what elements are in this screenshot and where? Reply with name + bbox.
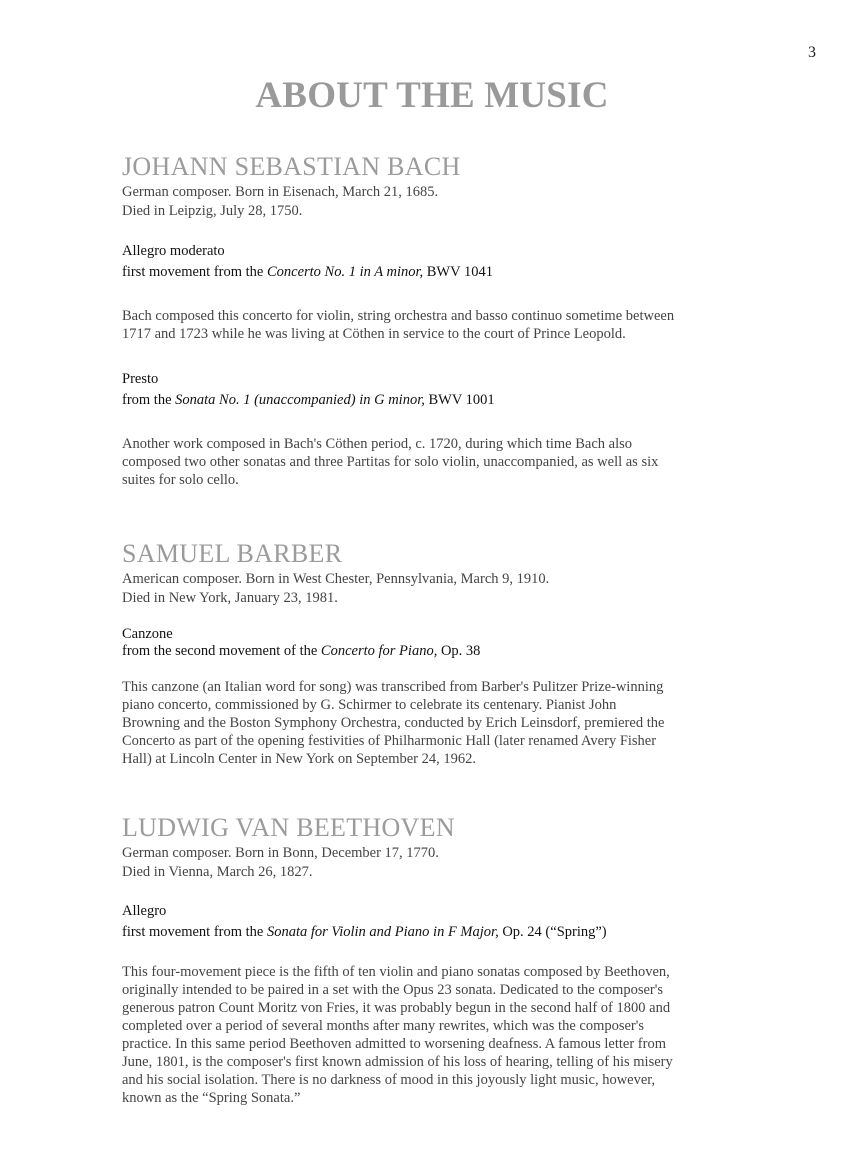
source-suffix: Op. 24 (“Spring”) (498, 924, 607, 940)
piece-description (122, 963, 762, 1107)
composer-bio-birth: German composer. Born in Bonn, December 17, 1770. (122, 845, 439, 861)
composer-bio-death: Died in Vienna, March 26, 1827. (122, 864, 313, 880)
composer-bio-birth: German composer. Born in Eisenach, March 21, 1685. (122, 184, 439, 200)
piece-source (122, 263, 762, 281)
description-line: 1717 and 1723 while he was living at Cöthen in service to the court of Prince Leopold. (122, 326, 626, 342)
piece-title: Allegro moderato (122, 243, 225, 259)
description-line: completed over a period of several months after many rewrites, which was the composer's (122, 1018, 645, 1034)
source-prefix: first movement from the (122, 264, 267, 280)
description-line: generous patron Count Moritz von Fries, it was probably begun in the second half of 1800 and (122, 1000, 671, 1016)
source-prefix: from the (122, 392, 176, 408)
description-line: Browning and the Boston Symphony Orchestra, conducted by Erich Leinsdorf, premiered the (122, 715, 665, 731)
description-line: Concerto as part of the opening festivities of Philharmonic Hall (later renamed Avery Fisher (122, 733, 657, 749)
composer-bio-birth: American composer. Born in West Chester, Pennsylvania, March 9, 1910. (122, 571, 550, 587)
page-number: 3 (808, 44, 816, 61)
piece-source (122, 923, 762, 941)
description-line: June, 1801, is the composer's first known admission of his loss of hearing, telling of his misery (122, 1054, 673, 1070)
piece-description (122, 307, 762, 343)
piece-source (122, 642, 762, 660)
description-line: suites for solo cello. (122, 472, 239, 488)
piece-source (122, 391, 762, 409)
composer-bio-death: Died in Leipzig, July 28, 1750. (122, 203, 303, 219)
composer-name: SAMUEL BARBER (122, 539, 343, 568)
source-work: Concerto for Piano, (320, 643, 438, 659)
source-suffix: Op. 38 (437, 643, 481, 659)
composer-bio-death: Died in New York, January 23, 1981. (122, 590, 338, 606)
source-work: Sonata for Violin and Piano in F Major, (266, 924, 499, 940)
composer-name: LUDWIG VAN BEETHOVEN (122, 813, 455, 842)
piece-title: Allegro (122, 903, 167, 919)
piece-description (122, 435, 762, 489)
source-suffix: BWV 1001 (424, 392, 495, 408)
description-line: piano concerto, commissioned by G. Schirmer to celebrate its centenary. Pianist John (122, 697, 617, 713)
page-title: ABOUT THE MUSIC (255, 75, 609, 116)
source-work: Concerto No. 1 in A minor, (266, 264, 424, 280)
source-prefix: first movement from the (122, 924, 267, 940)
piece-title: Presto (122, 371, 159, 387)
source-prefix: from the second movement of the (122, 643, 321, 659)
description-line: practice. In this same period Beethoven admitted to worsening deafness. A famous letter from (122, 1036, 666, 1052)
description-line: originally intended to be paired in a set with the Opus 23 sonata. Dedicated to the composer's (122, 982, 663, 998)
source-suffix: BWV 1041 (423, 264, 493, 280)
piece-description (122, 678, 762, 768)
piece-title: Canzone (122, 626, 173, 642)
description-line: Hall) at Lincoln Center in New York on September 24, 1962. (122, 751, 476, 767)
description-line: This four-movement piece is the fifth of ten violin and piano sonatas composed by Beethoven, (122, 964, 670, 980)
description-line: This canzone (an Italian word for song) was transcribed from Barber's Pulitzer Prize-winning (122, 679, 664, 695)
source-work: Sonata No. 1 (unaccompanied) in G minor, (175, 392, 425, 408)
description-line: Another work composed in Bach's Cöthen period, c. 1720, during which time Bach also (122, 436, 633, 452)
description-line: composed two other sonatas and three Partitas for solo violin, unaccompanied, as well as six (122, 454, 659, 470)
description-line: and his social isolation. There is no darkness of mood in this joyously light music, however, (122, 1072, 656, 1088)
description-line: known as the “Spring Sonata.” (122, 1090, 301, 1106)
description-line: Bach composed this concerto for violin, string orchestra and basso continuo sometime between (122, 308, 675, 324)
composer-name: JOHANN SEBASTIAN BACH (122, 152, 461, 181)
